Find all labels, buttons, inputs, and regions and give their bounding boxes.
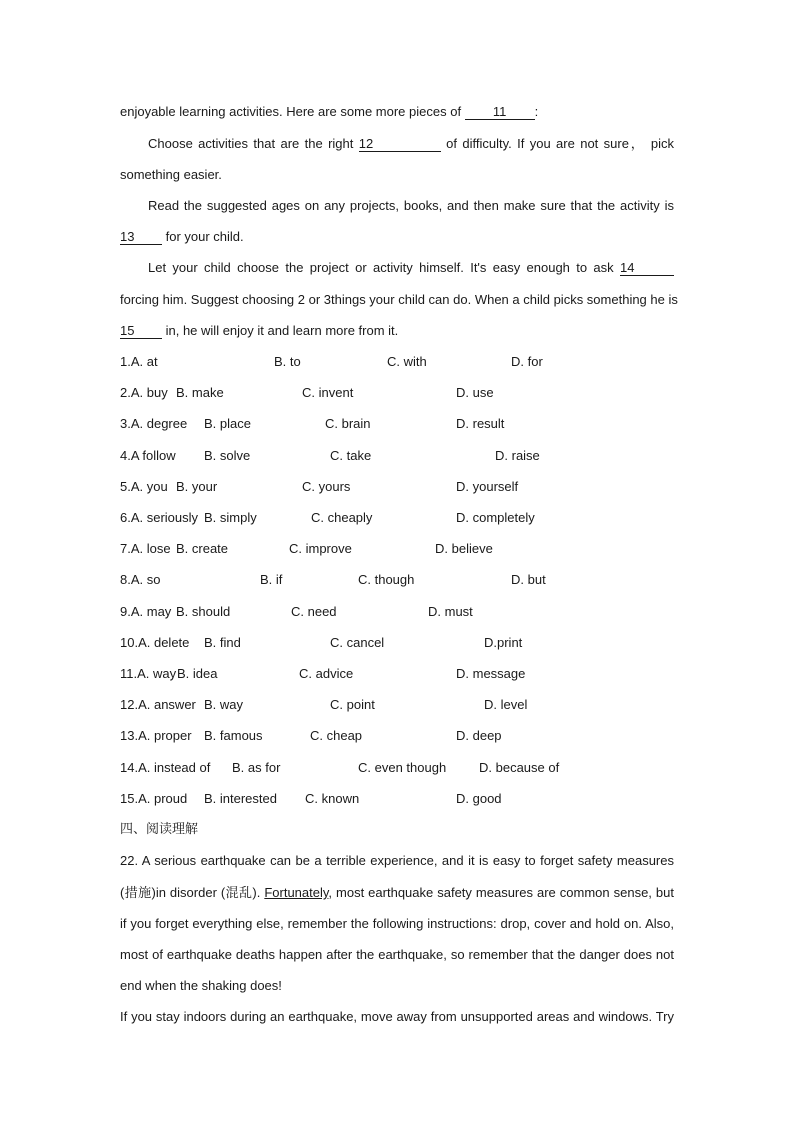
passage-text: : <box>534 104 539 119</box>
option-b: B. solve <box>204 448 251 463</box>
option-b: B. if <box>260 572 283 587</box>
reading-text: if you forget everything else, remember the following instructions: drop, cover and hold on. Also, <box>120 916 674 931</box>
question-row-5 <box>0 479 794 495</box>
question-row-14 <box>0 760 794 776</box>
blank-14: 14 <box>620 261 674 276</box>
passage-line-2 <box>148 136 674 152</box>
reading-text: , most earthquake safety measures are common sense, but <box>328 885 674 900</box>
option-c: C. invent <box>302 385 354 400</box>
option-d: D. completely <box>456 510 535 525</box>
option-c: C. advice <box>299 666 354 681</box>
option-a: 4.A follow <box>120 448 176 463</box>
reading-line-4 <box>120 947 674 963</box>
question-row-2 <box>0 385 794 401</box>
passage-line-3 <box>120 167 674 183</box>
option-a: 8.A. so <box>120 572 161 587</box>
blank-12: 12 <box>359 137 441 152</box>
question-row-8 <box>0 572 794 588</box>
option-c: C. take <box>330 448 372 463</box>
option-d: D. message <box>456 666 526 681</box>
option-b: B. idea <box>177 666 218 681</box>
option-c: C. need <box>291 604 337 619</box>
option-a: 1.A. at <box>120 354 158 369</box>
option-d: D. level <box>484 697 528 712</box>
blank-15: 15 <box>120 324 162 339</box>
question-row-1 <box>0 354 794 370</box>
option-c: C. with <box>387 354 427 369</box>
option-c: C. though <box>358 572 415 587</box>
question-row-13 <box>0 728 794 744</box>
underlined-word: Fortunately <box>264 885 329 900</box>
option-d: D. raise <box>495 448 540 463</box>
option-d: D. but <box>511 572 546 587</box>
passage-text: of difficulty. If you are not sure， pick <box>440 136 674 151</box>
section-heading: 四、阅读理解 <box>120 822 199 837</box>
option-d: D. good <box>456 791 502 806</box>
option-c: C. cheap <box>310 728 363 743</box>
option-b: B. interested <box>204 791 277 806</box>
reading-text: 22. A serious earthquake can be a terrible experience, and it is easy to forget safety measures <box>120 853 674 868</box>
option-d: D. for <box>511 354 543 369</box>
question-row-4 <box>0 448 794 464</box>
option-a: 3.A. degree <box>120 416 188 431</box>
option-d: D. believe <box>435 541 493 556</box>
reading-line-6 <box>120 1009 674 1025</box>
option-a: 7.A. lose <box>120 541 171 556</box>
option-b: B. place <box>204 416 251 431</box>
passage-text: Read the suggested ages on any projects, books, and then make sure that the activity is <box>148 198 674 213</box>
option-d: D. because of <box>479 760 560 775</box>
option-a: 14.A. instead of <box>120 760 211 775</box>
option-b: B. create <box>176 541 229 556</box>
passage-line-5 <box>120 229 674 245</box>
option-b: B. your <box>176 479 218 494</box>
option-c: C. point <box>330 697 375 712</box>
reading-line-5 <box>120 978 674 994</box>
option-c: C. known <box>305 791 360 806</box>
passage-text: enjoyable learning activities. Here are some more pieces of <box>120 104 465 119</box>
question-row-10 <box>0 635 794 651</box>
option-b: B. find <box>204 635 241 650</box>
passage-text: in, he will enjoy it and learn more from it. <box>162 323 399 338</box>
option-b: B. as for <box>232 760 281 775</box>
question-row-12 <box>0 697 794 713</box>
passage-line-6 <box>148 260 674 276</box>
passage-line-8 <box>120 323 674 339</box>
option-b: B. way <box>204 697 244 712</box>
option-d: D. yourself <box>456 479 519 494</box>
reading-line-1 <box>120 853 674 869</box>
question-row-11 <box>0 666 794 682</box>
option-b: B. simply <box>204 510 257 525</box>
option-a: 5.A. you <box>120 479 168 494</box>
option-d: D. deep <box>456 728 502 743</box>
question-row-7 <box>0 541 794 557</box>
reading-text: most of earthquake deaths happen after the earthquake, so remember that the danger does not <box>120 947 674 962</box>
passage-line-1 <box>120 104 674 120</box>
reading-text: end when the shaking does! <box>120 978 282 993</box>
option-c: C. even though <box>358 760 447 775</box>
option-c: C. brain <box>325 416 371 431</box>
option-a: 11.A. way <box>120 666 177 681</box>
option-b: B. make <box>176 385 224 400</box>
option-a: 15.A. proud <box>120 791 188 806</box>
reading-line-3 <box>120 916 674 932</box>
passage-text: Choose activities that are the right <box>148 136 359 151</box>
passage-line-7 <box>120 292 678 308</box>
option-c: C. cheaply <box>311 510 373 525</box>
option-d: D. must <box>428 604 473 619</box>
blank-13: 13 <box>120 230 162 245</box>
option-c: C. cancel <box>330 635 385 650</box>
option-d: D. use <box>456 385 494 400</box>
passage-line-4 <box>148 198 674 214</box>
option-b: B. to <box>274 354 301 369</box>
option-d: D. result <box>456 416 505 431</box>
passage-text: forcing him. Suggest choosing 2 or 3things your child can do. When a child picks something he is <box>120 292 678 307</box>
passage-text: Let your child choose the project or activity himself. It's easy enough to ask <box>148 260 620 275</box>
option-d: D.print <box>484 635 523 650</box>
option-b: B. should <box>176 604 231 619</box>
reading-text: (措施)in disorder (混乱). <box>120 885 265 900</box>
option-a: 13.A. proper <box>120 728 192 743</box>
passage-text: for your child. <box>162 229 244 244</box>
reading-line-2 <box>120 885 674 901</box>
reading-text: If you stay indoors during an earthquake, move away from unsupported areas and windows. Try <box>120 1009 674 1024</box>
blank-11: 11 <box>465 105 535 120</box>
passage-text: something easier. <box>120 167 222 182</box>
question-row-3 <box>0 416 794 432</box>
option-c: C. improve <box>289 541 352 556</box>
option-a: 6.A. seriously <box>120 510 199 525</box>
option-a: 2.A. buy <box>120 385 168 400</box>
option-a: 9.A. may <box>120 604 172 619</box>
question-row-15 <box>0 791 794 807</box>
option-c: C. yours <box>302 479 351 494</box>
option-b: B. famous <box>204 728 263 743</box>
option-a: 12.A. answer <box>120 697 196 712</box>
question-row-6 <box>0 510 794 526</box>
question-row-9 <box>0 604 794 620</box>
option-a: 10.A. delete <box>120 635 190 650</box>
